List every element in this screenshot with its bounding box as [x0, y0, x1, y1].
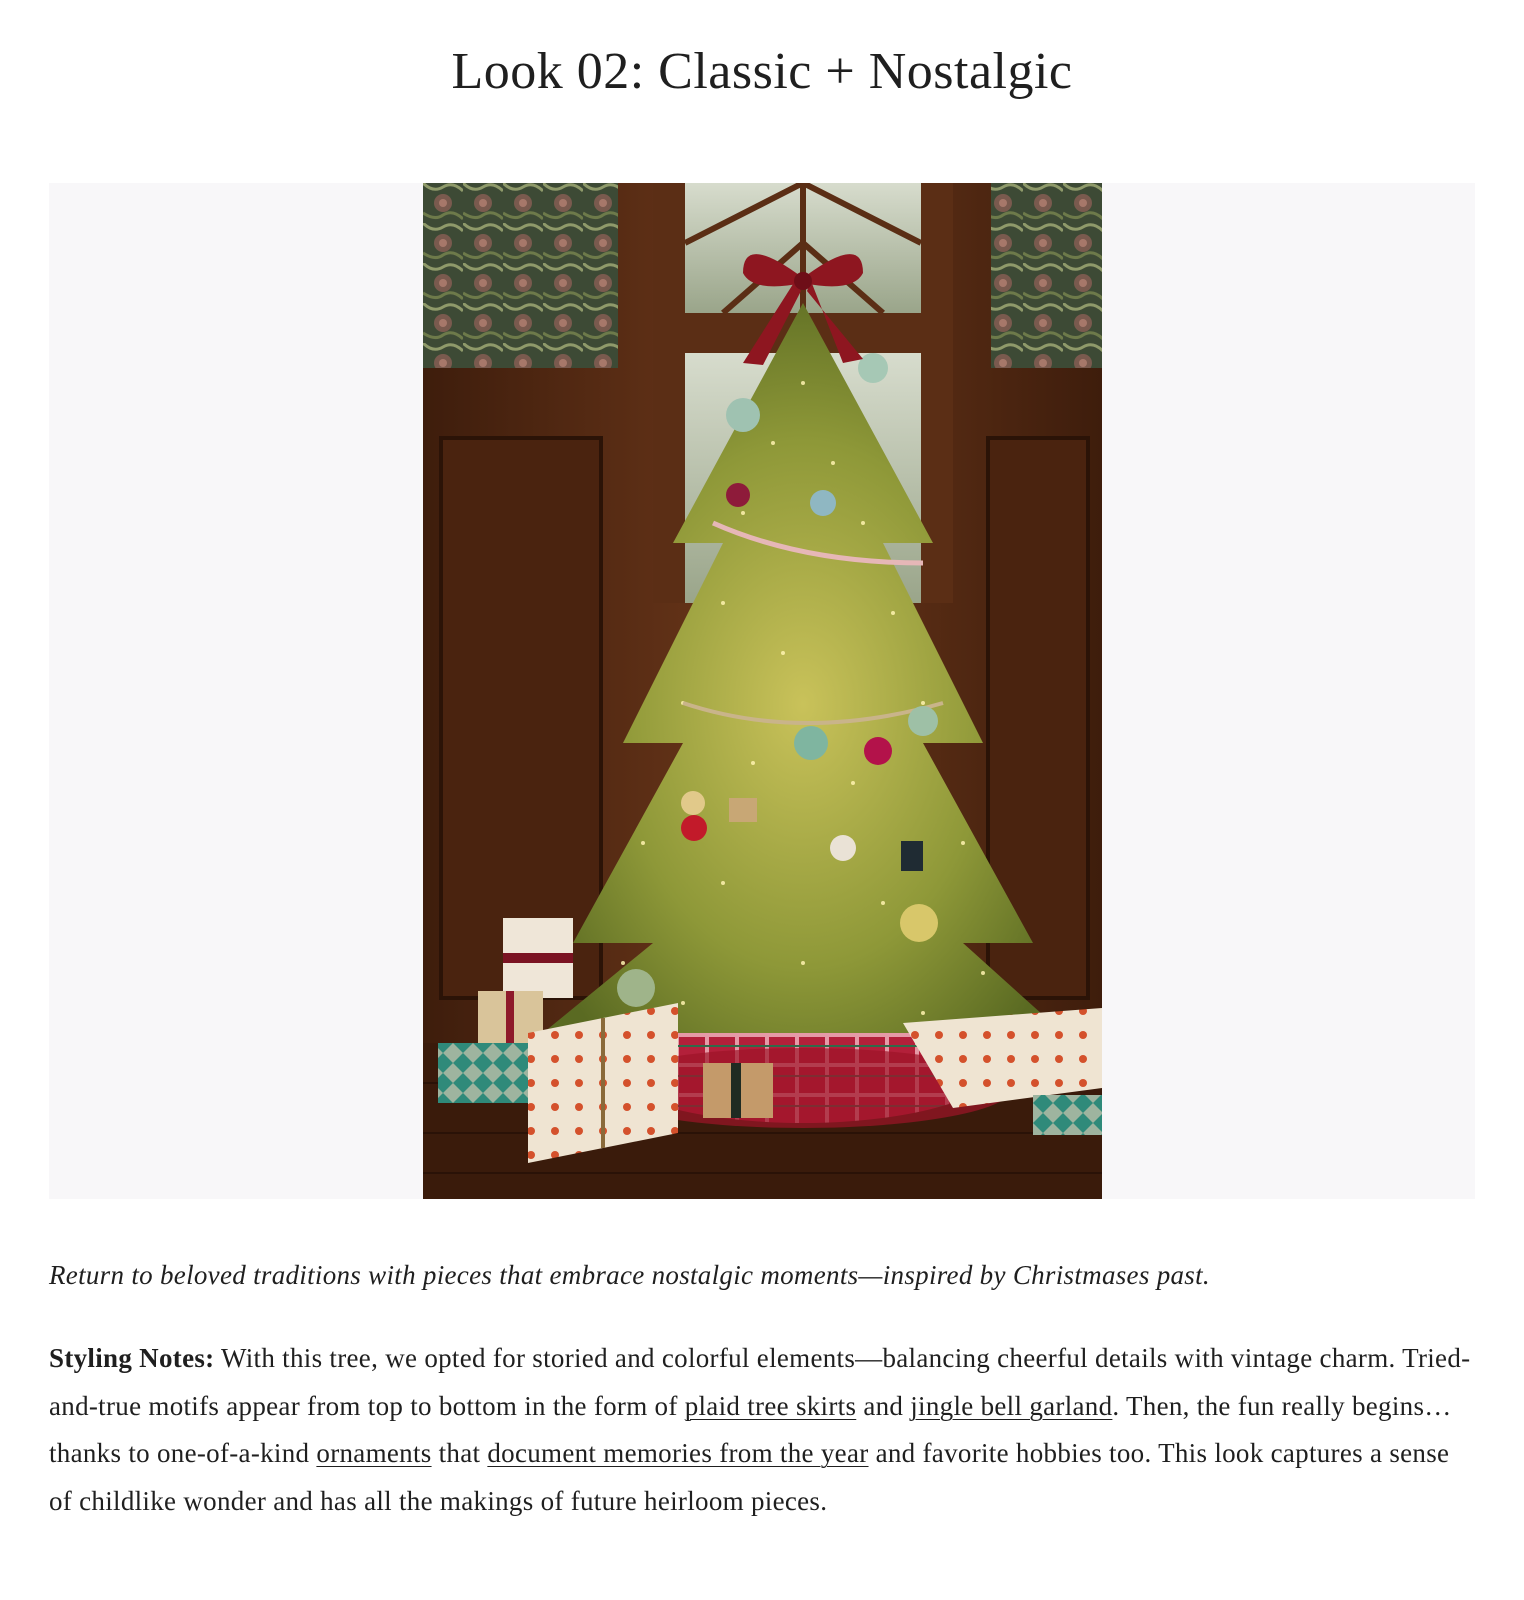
christmas-tree-photo [423, 183, 1102, 1199]
page-title: Look 02: Classic + Nostalgic [451, 43, 1073, 100]
plaid-tree-skirts-link[interactable]: plaid tree skirts [684, 1390, 857, 1421]
styling-notes-text-1: With this tree, we opted for storied and colorful elements—balancing cheerful details with vintage charm. Tried-and-true motifs appear from top to bottom in the form of [49, 1343, 1471, 1421]
christmas-tree-illustration [423, 183, 1102, 1199]
styling-notes-text-5: and favorite hobbies too. This look captures a sense of childlike wonder and has all the makings of future heirloom pieces. [49, 1438, 1450, 1516]
ornaments-link[interactable]: ornaments [316, 1438, 432, 1468]
styling-notes-text-3: . Then, the fun really begins…thanks to one-of-a-kind [49, 1390, 1452, 1468]
styling-notes-label: Styling Notes: [49, 1343, 215, 1373]
jingle-bell-garland-link[interactable]: jingle bell garland [910, 1390, 1113, 1421]
styling-notes [49, 1335, 1475, 1525]
styling-notes-text-4: that [431, 1438, 488, 1468]
document-memories-link[interactable]: document memories from the year [487, 1438, 869, 1468]
photo-caption: Return to beloved traditions with pieces that embrace nostalgic moments—inspired by Christmases past. [49, 1260, 1210, 1290]
styling-notes-text-2: and [856, 1390, 911, 1421]
